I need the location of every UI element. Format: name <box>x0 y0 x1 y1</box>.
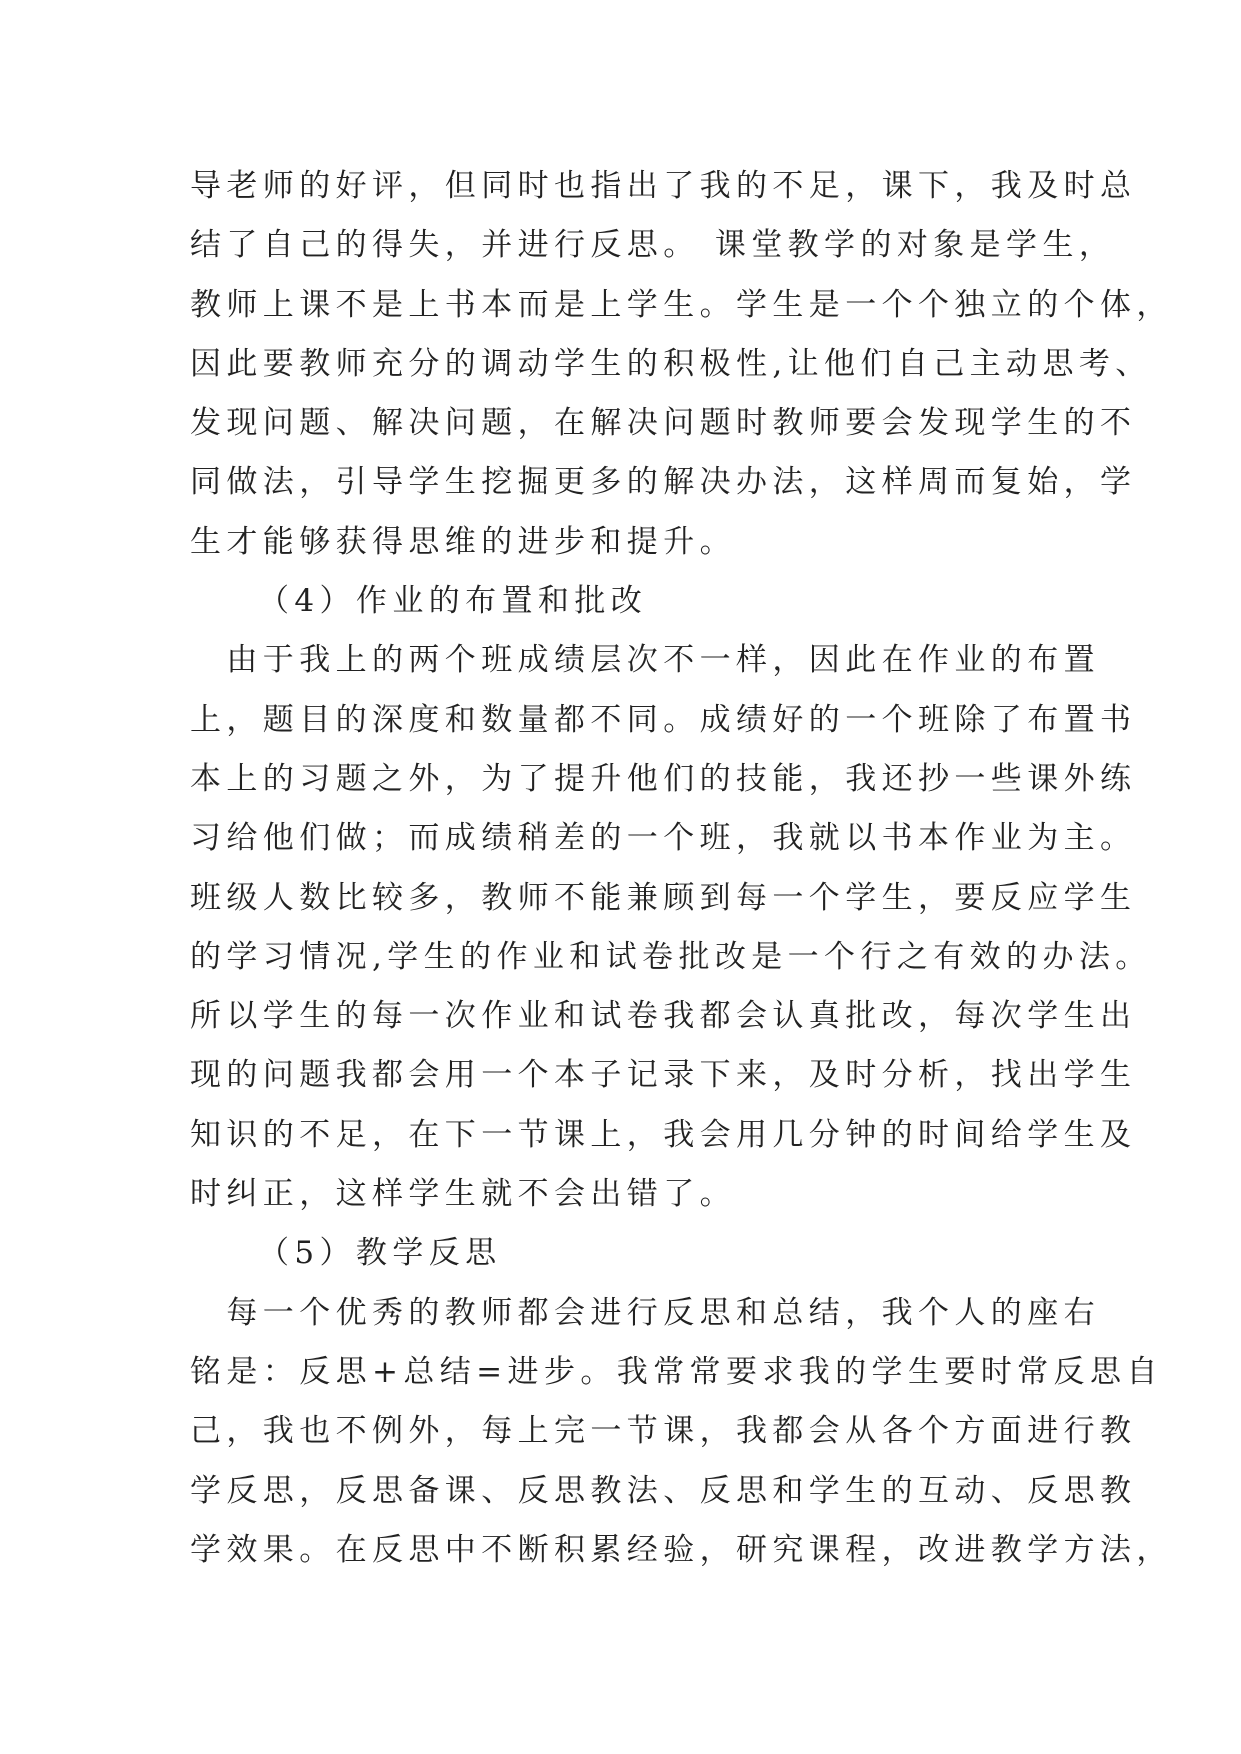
text-line: 时纠正，这样学生就不会出错了。 <box>190 1176 736 1213</box>
section-heading-reflection: （5）教学反思 <box>258 1235 502 1272</box>
text-line: 教师上课不是上书本而是上学生。学生是一个个独立的个体， <box>190 286 1173 323</box>
text-line: 习给他们做；而成绩稍差的一个班，我就以书本作业为主。 <box>190 820 1137 857</box>
text-line: 因此要教师充分的调动学生的积极性,让他们自己主动思考、 <box>190 345 1152 382</box>
text-line: 铭是：反思+总结=进步。我常常要求我的学生要时常反思自 <box>190 1353 1163 1390</box>
text-line: 的学习情况,学生的作业和试卷批改是一个行之有效的办法。 <box>190 938 1152 975</box>
text-line: 学反思，反思备课、反思教法、反思和学生的互动、反思教 <box>190 1472 1137 1509</box>
text-line: 由于我上的两个班成绩层次不一样，因此在作业的布置 <box>190 642 1100 679</box>
text-line: 结了自己的得失，并进行反思。 课堂教学的对象是学生， <box>190 227 1116 264</box>
text-line: 同做法，引导学生挖掘更多的解决办法，这样周而复始，学 <box>190 464 1137 501</box>
text-line: 学效果。在反思中不断积累经验，研究课程，改进教学方法， <box>190 1531 1173 1568</box>
text-line: 现的问题我都会用一个本子记录下来，及时分析，找出学生 <box>190 1057 1137 1094</box>
text-line: 班级人数比较多，教师不能兼顾到每一个学生，要反应学生 <box>190 879 1137 916</box>
text-line: 本上的习题之外，为了提升他们的技能，我还抄一些课外练 <box>190 760 1137 797</box>
text-line: 每一个优秀的教师都会进行反思和总结，我个人的座右 <box>190 1294 1100 1331</box>
document-body <box>190 157 1173 1580</box>
text-line: 导老师的好评，但同时也指出了我的不足，课下，我及时总 <box>190 168 1137 204</box>
text-line: 发现问题、解决问题，在解决问题时教师要会发现学生的不 <box>190 405 1137 442</box>
text-line: 所以学生的每一次作业和试卷我都会认真批改，每次学生出 <box>190 998 1137 1035</box>
text-line: 上，题目的深度和数量都不同。成绩好的一个班除了布置书 <box>190 701 1137 738</box>
section-heading-homework: （4）作业的布置和批改 <box>258 583 648 620</box>
text-line: 生才能够获得思维的进步和提升。 <box>190 523 736 560</box>
text-line: 己，我也不例外，每上完一节课，我都会从各个方面进行教 <box>190 1413 1137 1450</box>
text-line: 知识的不足，在下一节课上，我会用几分钟的时间给学生及 <box>190 1116 1137 1153</box>
